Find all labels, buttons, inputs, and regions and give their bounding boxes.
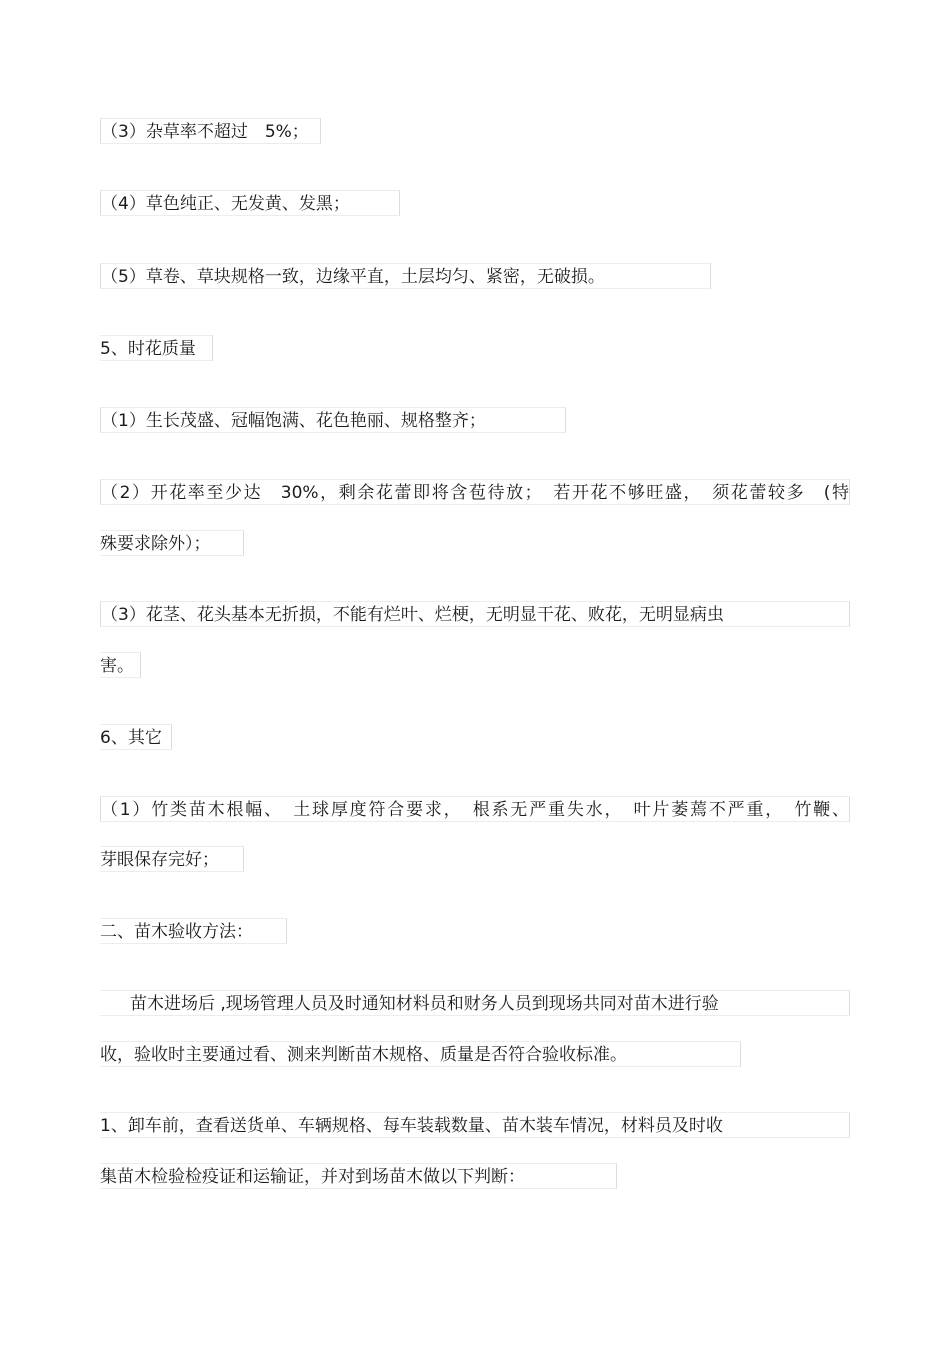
paragraph-acceptance-cont: 收，验收时主要通过看、测来判断苗木规格、质量是否符合验收标准。 — [100, 1041, 741, 1067]
paragraph-acceptance: 苗木进场后 ,现场管理人员及时通知材料员和财务人员到现场共同对苗木进行验 — [100, 990, 850, 1016]
step-before-unloading-cont: 集苗木检验检疫证和运输证，并对到场苗木做以下判断： — [100, 1163, 617, 1189]
item-flower-stem-cont: 害。 — [100, 652, 141, 678]
item-turf-spec: （5）草卷、草块规格一致，边缘平直，土层均匀、紧密，无破损。 — [100, 263, 711, 289]
item-weed-rate: （3）杂草率不超过 5%； — [100, 118, 321, 144]
step-before-unloading: 1、卸车前，查看送货单、车辆规格、每车装载数量、苗木装车情况，材料员及时收 — [100, 1112, 850, 1138]
section-other: 6、其它 — [100, 724, 172, 750]
item-flower-growth: （1）生长茂盛、冠幅饱满、花色艳丽、规格整齐； — [100, 407, 566, 433]
item-bamboo: （1）竹类苗木根幅、 土球厚度符合要求， 根系无严重失水， 叶片萎蔫不严重， 竹鞭、 — [100, 796, 850, 822]
section-flower-quality: 5、时花质量 — [100, 335, 213, 361]
item-grass-color: （4）草色纯正、无发黄、发黑； — [100, 190, 400, 216]
section-acceptance-method: 二、苗木验收方法： — [100, 918, 287, 944]
item-flower-stem: （3）花茎、花头基本无折损，不能有烂叶、烂梗，无明显干花、败花，无明显病虫 — [100, 601, 850, 627]
item-flowering-rate: （2）开花率至少达 30%，剩余花蕾即将含苞待放； 若开花不够旺盛， 须花蕾较多 (特 — [100, 479, 850, 505]
item-flowering-rate-cont: 殊要求除外）； — [100, 530, 244, 556]
item-bamboo-cont: 芽眼保存完好； — [100, 846, 244, 872]
